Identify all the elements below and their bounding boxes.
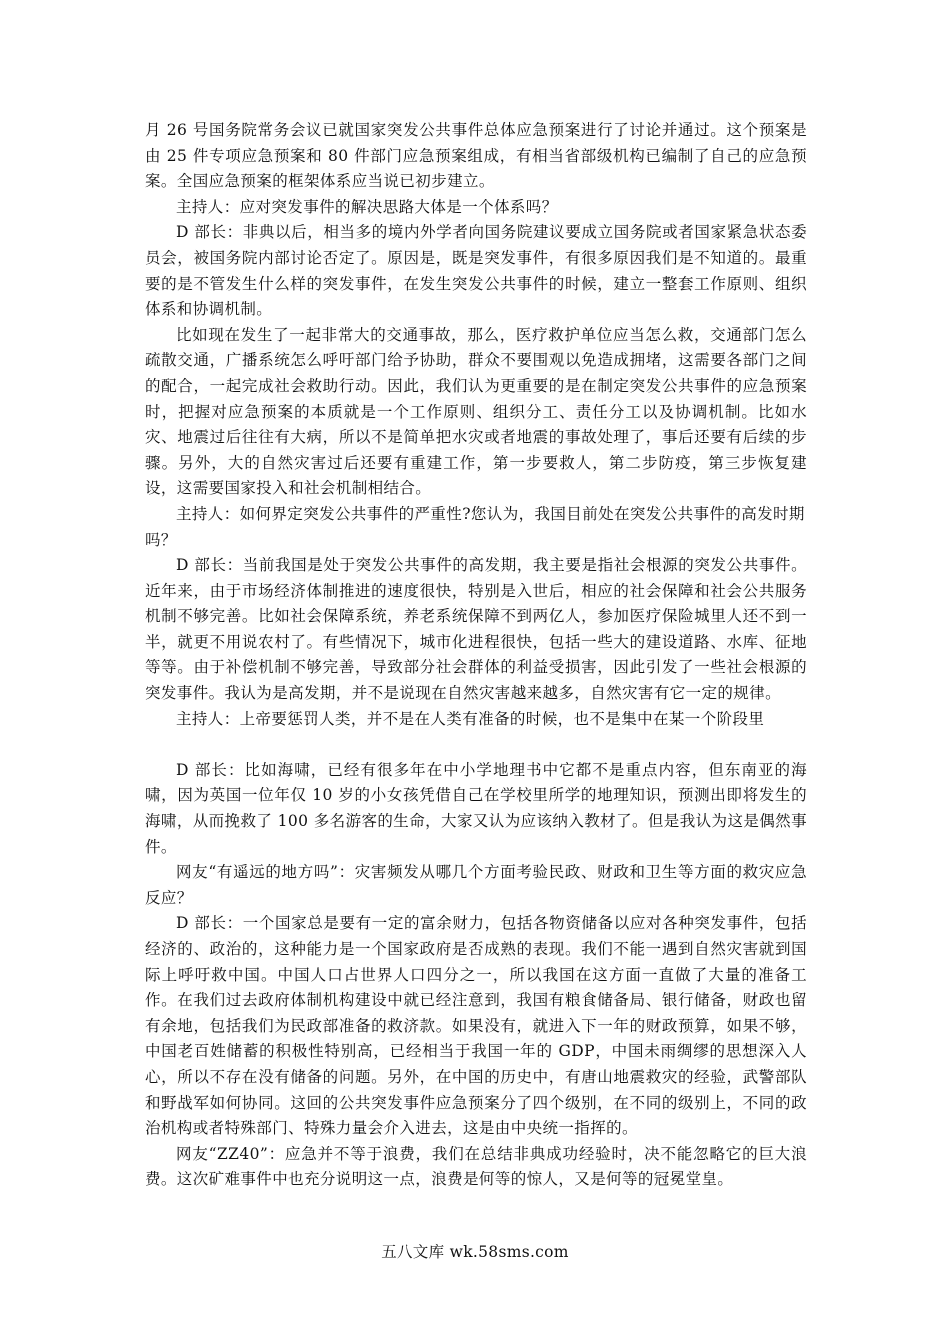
paragraph: 网友“有遥远的地方吗”：灾害频发从哪几个方面考验民政、财政和卫生等方面的救灾应急反应？ <box>145 863 807 907</box>
paragraph: D 部长：比如海啸，已经有很多年在中小学地理书中它都不是重点内容，但东南亚的海啸，因为英国一位年仅 10 岁的小女孩凭借自己在学校里所学的地理知识，预测出即将发生的海啸，从而挽救了 100 多名游客的生命，大家又认为应该纳入教材了。但是我认为这是偶然事件。 <box>145 760 807 856</box>
paragraph: 比如现在发生了一起非常大的交通事故，那么，医疗救护单位应当怎么救，交通部门怎么疏散交通，广播系统怎么呼吁部门给予协助，群众不要围观以免造成拥堵，这需要各部门之间的配合，一起完成社会救助行动。因此，我们认为更重要的是在制定突发公共事件的应急预案时，把握对应急预案的本质就是一个工作原则、组织分工、责任分工以及协调机制。比如水灾、地震过后往往有大病，所以不是简单把水灾或者地震的事故处理了，事后还要有后续的步骤。另外，大的自然灾害过后还要有重建工作，第一步要救人，第二步防疫，第三步恢复建设，这需要国家投入和社会机制相结合。 <box>145 325 807 498</box>
paragraph: 月 26 号国务院常务会议已就国家突发公共事件总体应急预案进行了讨论并通过。这个预案是由 25 件专项应急预案和 80 件部门应急预案组成，有相当省部级机构已编制了自己的应急预案。全国应急预案的框架体系应当说已初步建立。 <box>145 121 807 191</box>
paragraph: D 部长：当前我国是处于突发公共事件的高发期，我主要是指社会根源的突发公共事件。近年来，由于市场经济体制推进的速度很快，特别是入世后，相应的社会保障和社会公共服务机制不够完善。比如社会保障系统，养老系统保障不到两亿人，参加医疗保险城里人还不到一半，就更不用说农村了。有些情况下，城市化进程很快，包括一些大的建设道路、水库、征地等等。由于补偿机制不够完善，导致部分社会群体的利益受损害，因此引发了一些社会根源的突发事件。我认为是高发期，并不是说现在自然灾害越来越多，自然灾害有它一定的规律。 <box>145 556 807 703</box>
paragraph: D 部长：非典以后，相当多的境内外学者向国务院建议要成立国务院或者国家紧急状态委员会，被国务院内部讨论否定了。原因是，既是突发事件，有很多原因我们是不知道的。最重要的是不管发生什么样的突发事件，在发生突发公共事件的时候，建立一整套工作原则、组织体系和协调机制。 <box>145 223 807 319</box>
paragraph: 主持人：如何界定突发公共事件的严重性?您认为，我国目前处在突发公共事件的高发时期吗？ <box>145 504 805 549</box>
paragraph: 主持人：应对突发事件的解决思路大体是一个体系吗？ <box>176 197 558 216</box>
blank-line <box>145 732 807 758</box>
paragraph: 主持人：上帝要惩罚人类，并不是在人类有准备的时候，也不是集中在某一个阶段里 <box>176 709 765 728</box>
paragraph: D 部长：一个国家总是要有一定的富余财力，包括各物资储备以应对各种突发事件，包括经济的、政治的，这种能力是一个国家政府是否成熟的表现。我们不能一遇到自然灾害就到国际上呼吁救中国。中国人口占世界人口四分之一，所以我国在这方面一直做了大量的准备工作。在我们过去政府体制机构建设中就已经注意到，我国有粮食储备局、银行储备，财政也留有余地，包括我们为民政部准备的救济款。如果没有，就进入下一年的财政预算，如果不够，中国老百姓储蓄的积极性特别高，已经相当于我国一年的 GDP，中国未雨绸缪的思想深入人心，所以不存在没有储备的问题。另外，在中国的历史中，有唐山地震救灾的经验，武警部队和野战军如何协同。这回的公共突发事件应急预案分了四个级别，在不同的级别上，不同的政治机构或者特殊部门、特殊力量会介入进去，这是由中央统一指挥的。 <box>145 914 807 1138</box>
document-body <box>145 118 807 1193</box>
page-footer: 五八文库 wk.58sms.com <box>381 1243 569 1261</box>
paragraph: 网友“ZZ40”：应急并不等于浪费，我们在总结非典成功经验时，决不能忽略它的巨大浪费。这次矿难事件中也充分说明这一点，浪费是何等的惊人，又是何等的冠冕堂皇。 <box>145 1144 807 1189</box>
